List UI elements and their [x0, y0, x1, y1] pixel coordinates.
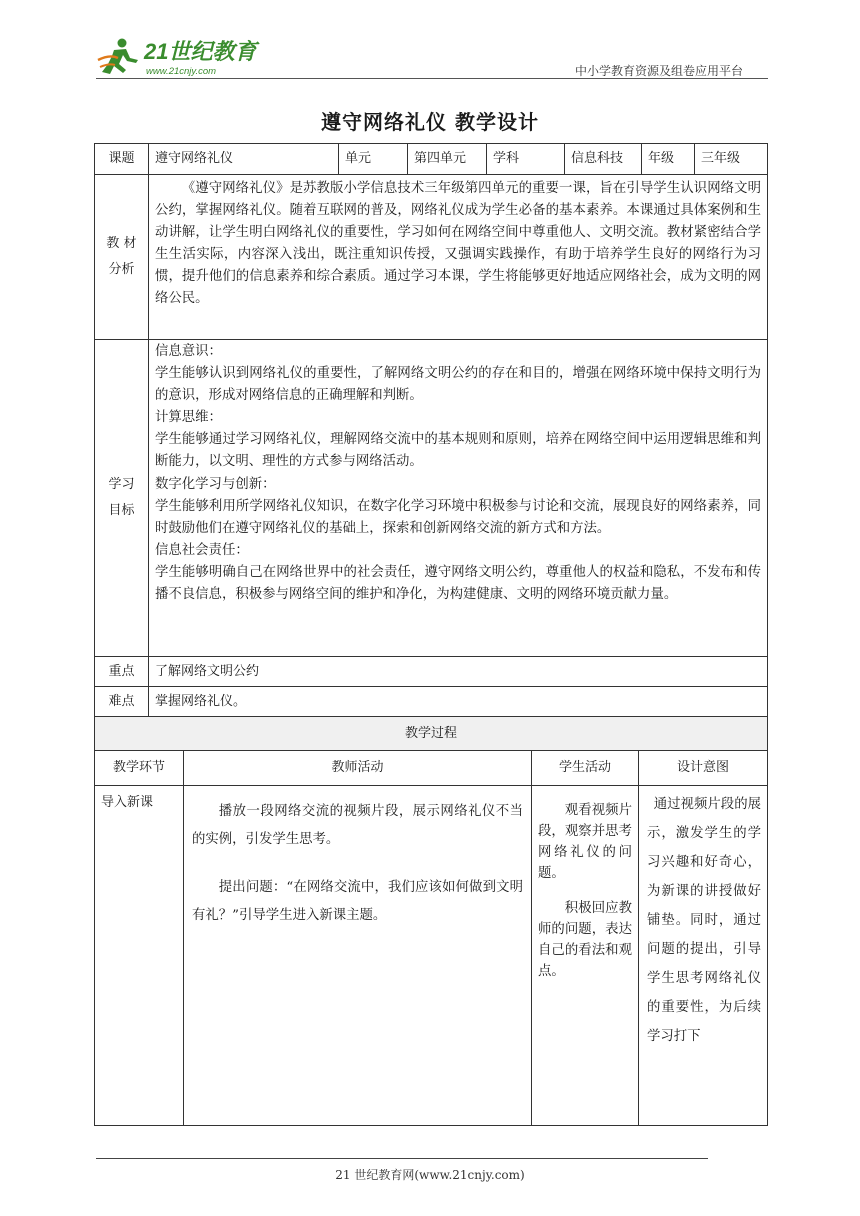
goal-text: 学生能够明确自己在网络世界中的社会责任，遵守网络文明公约，尊重他人的权益和隐私，不发布和传播不良信息，积极参与网络空间的维护和净化，为构建健康、文明的网络环境贡献力量。	[155, 564, 761, 603]
unit-value: 第四单元	[408, 144, 487, 175]
design-intent: 通过视频片段的展示，激发学生的学习兴趣和好奇心，为新课的讲授做好铺垫。同时，通过问题的提出，引导学生思考网络礼仪的重要性，为后续学习打下	[647, 797, 762, 1044]
goal-heading: 信息意识：	[155, 344, 222, 359]
goal-text: 学生能够利用所学网络礼仪知识，在数字化学习环境中积极参与讨论和交流，展现良好的网络素养，同时鼓励他们在遵守网络礼仪的基础上，探索和创新网络交流的新方式和方法。	[155, 498, 761, 536]
course-label: 课题	[95, 144, 149, 175]
platform-name: 中小学教育资源及组卷应用平台	[575, 64, 744, 78]
logo-url: www.21cnjy.com	[146, 66, 217, 77]
process-title: 教学过程	[95, 717, 768, 751]
student-activity: 积极回应教师的问题，表达自己的看法和观点。	[538, 901, 632, 979]
goal-heading: 数字化学习与创新：	[155, 476, 276, 492]
difficulty-label: 难点	[95, 687, 149, 717]
goal-section	[155, 407, 761, 473]
site-logo	[96, 34, 266, 80]
student-activity: 观看视频片段，观察并思考网络礼仪的问题。	[538, 803, 632, 881]
material-label: 教 材 分析	[95, 175, 149, 340]
material-row	[95, 175, 768, 340]
logo-brand: 21世纪教育	[144, 39, 257, 64]
material-text: 《遵守网络礼仪》是苏教版小学信息技术三年级第四单元的重要一课，旨在引导学生认识网络文明公约，掌握网络礼仪。随着互联网的普及，网络礼仪成为学生必备的基本素养。本课通过具体案例和生动讲解，让学生明白网络礼仪的重要性，学习如何在网络空间中尊重他人、文明交流。教材紧密结合学生生活实际，内容深入浅出，既注重知识传授，又强调实践操作，有助于培养学生良好的网络行为习惯，提升他们的信息素养和综合素质。通过学习本课，学生将能够更好地适应网络社会，成为文明的网络公民。	[155, 181, 761, 307]
goal-heading: 计算思维：	[155, 410, 222, 426]
header-student: 学生活动	[532, 751, 639, 786]
goal-section	[155, 540, 761, 606]
runner-icon	[98, 39, 138, 75]
goal-text: 学生能够通过学习网络礼仪，理解网络交流中的基本规则和原则，培养在网络空间中运用逻辑思维和判断能力，以文明、理性的方式参与网络活动。	[155, 432, 761, 470]
header-intent: 设计意图	[639, 751, 768, 786]
key-point-label: 重点	[95, 657, 149, 687]
header-divider	[96, 78, 768, 79]
course-value: 遵守网络礼仪	[149, 144, 339, 175]
info-row	[95, 144, 768, 175]
goals-label: 学习 目标	[95, 340, 149, 657]
header-step: 教学环节	[95, 751, 184, 786]
goal-text: 学生能够认识到网络礼仪的重要性，了解网络文明公约的存在和目的，增强在网络环境中保持文明行为的意识，形成对网络信息的正确理解和判断。	[155, 366, 761, 404]
goal-section	[155, 341, 761, 407]
key-point-row	[95, 657, 768, 687]
key-point-text: 了解网络文明公约	[149, 657, 768, 687]
process-title-row	[95, 717, 768, 751]
teacher-activity: 提出问题：“在网络交流中，我们应该如何做到文明有礼？”引导学生进入新课主题。	[192, 880, 523, 923]
grade-value: 三年级	[695, 144, 768, 175]
teacher-activity: 播放一段网络交流的视频片段，展示网络礼仪不当的实例，引发学生思考。	[192, 804, 523, 847]
difficulty-row	[95, 687, 768, 717]
footer-divider	[96, 1158, 708, 1159]
info-table	[94, 143, 768, 717]
document-title: 遵守网络礼仪 教学设计	[321, 110, 539, 134]
difficulty-text: 掌握网络礼仪。	[149, 687, 768, 717]
process-row	[95, 786, 768, 1126]
process-header-row	[95, 751, 768, 786]
goal-section	[155, 474, 761, 540]
goal-heading: 信息社会责任：	[155, 542, 249, 558]
grade-label: 年级	[642, 144, 695, 175]
subject-label: 学科	[487, 144, 565, 175]
subject-value: 信息科技	[565, 144, 642, 175]
header-teacher: 教师活动	[184, 751, 532, 786]
step-name: 导入新课	[95, 786, 184, 1126]
footer-text: 21 世纪教育网(www.21cnjy.com)	[335, 1168, 525, 1182]
process-table	[94, 716, 768, 1126]
unit-label: 单元	[339, 144, 408, 175]
goals-row	[95, 340, 768, 657]
